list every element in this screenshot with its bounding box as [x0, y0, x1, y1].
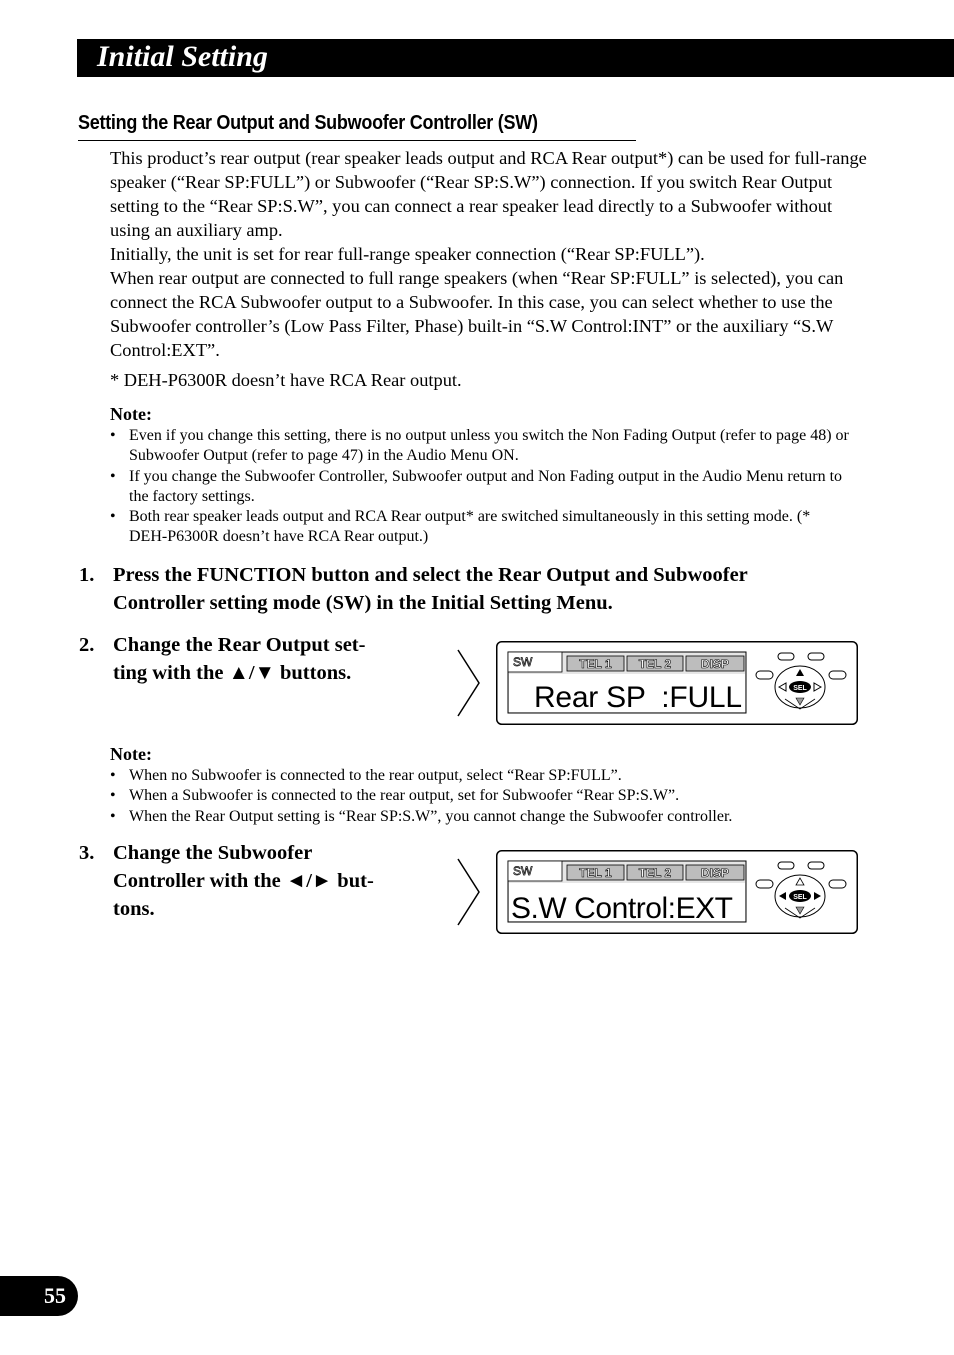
step-text-line: tons.: [113, 898, 155, 920]
step-3: [79, 839, 419, 923]
display-mode-label: SW: [513, 655, 533, 669]
section-title: Setting the Rear Output and Subwoofer Controller (SW): [78, 112, 538, 134]
step-text-line: Press the FUNCTION button and select the Rear Output and Subwoofer: [113, 564, 748, 586]
note-item-text: Even if you change this setting, there is no output unless you switch the Non Fading Output (refer to page 48) or Subwoofer Output (refer to page 47) in the Audio Menu ON.: [129, 427, 849, 465]
note-item: [110, 507, 850, 548]
note-item: [110, 786, 850, 806]
step-2: [79, 631, 419, 691]
note-list-2: [110, 766, 850, 827]
display-tab-disp: DISP: [700, 866, 730, 880]
intro-paragraph-1: This product’s rear output (rear speaker leads output and RCA Rear output*) can be used for full-range speaker (“Rear SP:FULL”) or Subwoofer (“Rear SP:S.W”) connection. If you switch Rear Output setting to the “Rear SP:S.W”, you can connect a rear speaker lead directly to a Subwoofer without using an auxiliary amp.: [110, 148, 867, 240]
note-item-text: When the Rear Output setting is “Rear SP:S.W”, you cannot change the Subwoofer controller.: [129, 807, 733, 825]
step-1: [79, 561, 879, 621]
display-tab-tel1: TEL 1: [579, 657, 612, 671]
note-item-text: If you change the Subwoofer Controller, Subwoofer output and Non Fading output in the Audio Menu return to the factory settings.: [129, 467, 843, 505]
bullet: •: [110, 467, 116, 485]
arrow-right-icon: [456, 857, 482, 927]
note-item: [110, 807, 850, 827]
bullet: •: [110, 787, 116, 805]
note-item: [110, 467, 850, 508]
note-list-1: [110, 426, 850, 548]
section-title-underline: [78, 140, 636, 141]
step-number: 3.: [79, 842, 95, 864]
note-label-1: Note:: [110, 404, 152, 424]
step-text-line: Change the Subwoofer: [113, 842, 313, 864]
intro-paragraph-2: Initially, the unit is set for rear full-range speaker connection (“Rear SP:FULL”).: [110, 244, 705, 264]
display-panel-rear-sp: [496, 641, 858, 725]
note-item-text: Both rear speaker leads output and RCA Rear output* are switched simultaneously in this setting mode. (* DEH-P6300R doesn’t have RCA Rear output.): [129, 508, 811, 546]
page-header-title: Initial Setting: [97, 40, 268, 73]
step-number: 2.: [79, 634, 95, 656]
display-text: S.W Control:EXT: [511, 892, 733, 925]
page-number-tab: [0, 1276, 78, 1316]
intro-text: [110, 146, 870, 362]
intro-paragraph-3: When rear output are connected to full range speakers (when “Rear SP:FULL” is selected), you can connect the RCA Subwoofer output to a Subwoofer. In this case, you can select whether to use the Subwoofer controller’s (Low Pass Filter, Phase) built-in “S.W Control:INT” or the auxiliary “S.W Control:EXT”.: [110, 268, 844, 360]
display-text: Rear SP :FULL: [534, 681, 742, 714]
note-item-text: When no Subwoofer is connected to the rear output, select “Rear SP:FULL”.: [129, 767, 622, 784]
bullet: •: [110, 427, 116, 444]
step-number: 1.: [79, 564, 95, 586]
display-panel-sw-control: [496, 850, 858, 934]
bullet: •: [110, 807, 116, 825]
note-item: [110, 766, 850, 786]
display-tab-tel1: TEL 1: [579, 866, 612, 880]
footnote: * DEH-P6300R doesn’t have RCA Rear output.: [110, 370, 462, 390]
step-text-line: ting with the ▲/▼ buttons.: [113, 662, 352, 684]
arrow-right-icon: [456, 648, 482, 718]
bullet: •: [110, 767, 116, 784]
display-tab-tel2: TEL 2: [638, 866, 672, 880]
step-text-line: Controller with the ◄/► but-: [113, 870, 374, 892]
sel-button-label: SEL: [793, 894, 807, 901]
display-tab-disp: DISP: [700, 657, 730, 671]
note-label-2: Note:: [110, 744, 152, 764]
bullet: •: [110, 508, 116, 526]
note-item-text: When a Subwoofer is connected to the rear output, set for Subwoofer “Rear SP:S.W”.: [129, 787, 680, 805]
note-item: [110, 426, 850, 467]
header-bar: [77, 39, 954, 77]
step-text-line: Controller setting mode (SW) in the Initial Setting Menu.: [113, 592, 613, 614]
sel-button-label: SEL: [793, 685, 807, 692]
page-number: 55: [44, 1283, 66, 1308]
step-text-line: Change the Rear Output set-: [113, 634, 366, 656]
display-tab-tel2: TEL 2: [638, 657, 672, 671]
display-mode-label: SW: [513, 864, 533, 878]
